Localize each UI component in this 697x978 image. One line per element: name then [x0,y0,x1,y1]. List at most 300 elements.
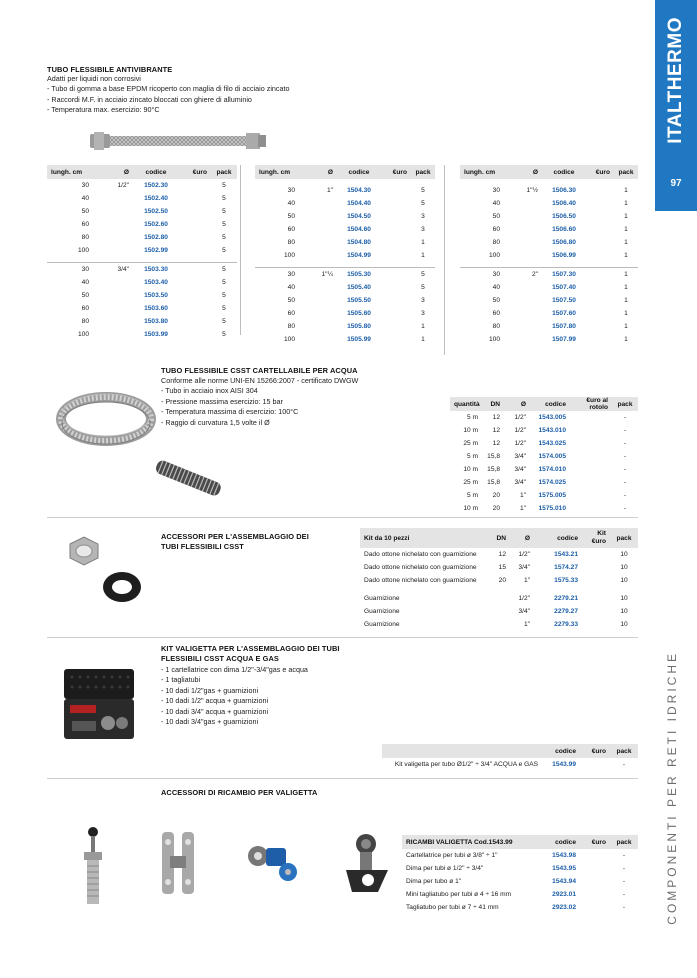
cell-code: 1506.60 [552,226,576,233]
table-row [450,411,638,424]
cell-code: 1502.50 [144,208,168,215]
cell-diameter: 1/2" [518,551,530,558]
cell-description: Mini tagliatubo per tubi ø 4 ÷ 16 mm [406,891,512,898]
cell-length: 40 [492,200,500,207]
section-title-kit-valigetta: KIT VALIGETTA PER L'ASSEMBLAGGIO DEI TUBI FLESSIBILI CSST ACQUA E GAS [161,644,340,663]
cell-pack: - [623,479,627,486]
csst-table [450,397,638,515]
cell-price [586,320,614,333]
csst-coil-image [56,381,156,457]
cell-price [179,276,211,289]
die-image [156,830,200,896]
cell-pack: 3 [421,226,425,233]
col-header-diameter: Ø [510,528,534,548]
cell-price [570,502,612,515]
hose-table-a [47,165,237,341]
cell-code: 2279.21 [554,595,578,602]
cell-pack: 5 [421,200,425,207]
cell-diameter [93,315,133,328]
cell-code: 1504.40 [347,200,371,207]
cell-price [381,320,411,333]
cell-length: 80 [492,323,500,330]
cell-dn: 12 [492,414,500,421]
cell-pack: 1 [624,213,628,220]
section-title-antivibrante: TUBO FLESSIBILE ANTIVIBRANTE [47,65,173,74]
cell-description: Kit valigetta per tubo Ø1/2" ÷ 3/4" ACQUA e GAS [394,761,538,768]
cell-diameter [504,294,542,307]
table-row [402,875,638,888]
cell-code: 1504.50 [347,213,371,220]
cell-description: Dado ottone nichelato con guarnizione [364,577,477,584]
col-header-diameter: Ø [299,165,337,179]
cell-dn: 20 [498,577,506,584]
cell-length: 50 [492,213,500,220]
section-divider [47,517,638,518]
cell-code: 1506.40 [552,200,576,207]
cell-code: 2279.33 [554,621,578,628]
cell-code: 1507.99 [552,336,576,343]
col-header-price: Kit €uro [582,528,610,548]
cell-price [586,249,614,262]
cell-price [582,548,610,561]
cell-price [179,192,211,205]
cell-length: 100 [77,331,89,338]
accessori-table [360,528,638,631]
cell-code: 1502.60 [144,221,168,228]
cell-code: 1543.98 [552,852,576,859]
section-title-csst: TUBO FLESSIBILE CSST CARTELLABILE PER ACQUA [161,366,358,375]
cell-pack: 10 [620,564,628,571]
kit-table [382,744,638,771]
cell-pack: - [622,865,626,872]
cell-code: 1543.21 [554,551,578,558]
cell-price [586,197,614,210]
page-number: 97 [670,178,682,189]
cell-price [381,333,411,346]
table-row [382,758,638,771]
cell-diameter: 1" [519,505,526,512]
cell-length: 40 [492,284,500,291]
table-row [255,333,435,346]
cell-pack: 5 [222,182,226,189]
flaring-tool-image [78,826,108,912]
cell-length: 40 [81,279,89,286]
table-row [47,263,237,277]
cell-pack: 1 [421,323,425,330]
table-row [255,281,435,294]
cell-price [582,574,610,587]
table-row [255,294,435,307]
section-description-kit: - 1 cartellatrice con dima 1/2"-3/4"gas e acqua - 1 tagliatubi - 10 dadi 1/2"gas + guarnizioni - 10 dadi 1/2" acqua + guarnizioni - 10 dadi 3/4" acqua + guarnizioni - 10 dadi 3/4"gas + guarnizioni [161,665,308,727]
table-row [460,197,638,210]
cell-price [586,236,614,249]
cell-diameter: 3/4" [93,263,133,277]
cell-code: 1503.50 [144,292,168,299]
cell-price [570,424,612,437]
cell-pack: 5 [222,292,226,299]
cell-code: 1543.99 [552,761,576,768]
cell-description: Guarnizione [364,608,400,615]
divider [444,165,445,355]
cell-length: 100 [488,336,500,343]
cell-code: 1506.50 [552,213,576,220]
cell-price [381,236,411,249]
cell-diameter: 1/2" [518,595,530,602]
cell-dn [482,618,510,631]
cell-diameter [93,192,133,205]
cell-diameter [504,197,542,210]
cell-code: 1503.30 [133,263,179,277]
cell-pack: 5 [411,268,435,282]
cell-price [586,333,614,346]
cell-description: Dado ottone nichelato con guarnizione [364,551,477,558]
cell-price [580,758,610,771]
cell-price [381,223,411,236]
cell-price [570,463,612,476]
cell-description: Cartellatrice per tubi ø 3/8" ÷ 1" [406,852,498,859]
cell-length: 100 [77,247,89,254]
table-row [255,268,435,282]
cell-description: Dado ottone nichelato con guarnizione [364,564,477,571]
col-header-price: €uro [580,744,610,758]
cell-diameter [93,231,133,244]
section-description-antivibrante: Adatti per liquidi non corrosivi - Tubo di gomma a base EPDM ricoperto con maglia di filo di acciaio zincato - Raccordi M.F. in acciaio zincato bloccati con ghiere di alluminio - Temperatura max. esercizio: 90°C [47,74,290,115]
cell-pack: 5 [222,331,226,338]
cell-quantity: 5 m [467,492,478,499]
cell-price [570,476,612,489]
cell-price [179,315,211,328]
cell-length: 80 [287,239,295,246]
cell-pack: 1 [624,200,628,207]
col-header-pack: pack [610,835,638,849]
cell-dn: 20 [492,505,500,512]
col-header-diameter: Ø [504,397,530,411]
cell-price [586,223,614,236]
cell-pack: 5 [222,221,226,228]
cell-code: 1506.99 [552,252,576,259]
cell-pack: 10 [620,551,628,558]
cell-price [179,289,211,302]
table-row [255,223,435,236]
cell-pack: 1 [624,239,628,246]
cell-pack: 1 [421,252,425,259]
col-header-description [382,744,542,758]
cell-price [381,307,411,320]
col-header-pack: pack [610,744,638,758]
table-row [255,236,435,249]
cell-price [179,218,211,231]
col-header-code: codice [133,165,179,179]
cell-description: Guarnizione [364,621,400,628]
cell-diameter: 3/4" [514,466,526,473]
col-header-code: codice [337,165,381,179]
cell-diameter [299,281,337,294]
table-row [47,276,237,289]
cell-code: 1503.99 [144,331,168,338]
table-row [360,605,638,618]
table-row [255,197,435,210]
cell-dn: 12 [492,427,500,434]
mini-pipe-cutter-image [244,838,302,884]
cell-length: 50 [81,208,89,215]
cell-diameter: 1" [523,577,530,584]
cell-pack: 1 [421,336,425,343]
cell-price [570,411,612,424]
cell-code: 1503.40 [144,279,168,286]
cell-price [586,268,614,282]
cell-code: 1543.010 [538,427,566,434]
cell-code: 1507.50 [552,297,576,304]
cell-code: 1505.40 [347,284,371,291]
col-header-dn: DN [482,397,504,411]
cell-length: 100 [488,252,500,259]
brass-nut-image [64,534,104,568]
cell-pack: 1 [624,284,628,291]
cell-pack: 1 [624,297,628,304]
cell-length: 30 [460,268,504,282]
cell-diameter: 1/2" [514,440,526,447]
cell-price [570,437,612,450]
cell-diameter: 1" [326,187,333,194]
cell-dn [482,592,510,605]
cell-length: 60 [81,305,89,312]
cell-diameter: 1/2" [514,427,526,434]
cell-dn [482,605,510,618]
cell-pack: - [623,505,627,512]
cell-quantity: 10 m [463,427,478,434]
table-row [460,236,638,249]
cell-diameter [299,294,337,307]
cell-length: 50 [492,297,500,304]
cell-length: 50 [287,297,295,304]
cell-price [580,888,610,901]
cell-pack: 5 [222,195,226,202]
cell-description: Dima per tubi ø 1/2" ÷ 3/4" [406,865,484,872]
cell-dn: 15,8 [487,479,500,486]
cell-diameter [299,236,337,249]
cell-price [381,281,411,294]
cell-pack: - [622,891,626,898]
cell-code: 1574.010 [538,466,566,473]
cell-code: 1503.80 [144,318,168,325]
cell-code: 2923.02 [552,904,576,911]
col-header-length: lungh. cm [255,165,299,179]
cell-price [381,184,411,197]
cell-pack: 10 [620,621,628,628]
table-row [360,548,638,561]
cell-code: 1506.30 [552,187,576,194]
cell-pack: 1 [421,239,425,246]
cell-price [179,244,211,257]
cell-pack: - [623,492,627,499]
cell-length: 80 [492,239,500,246]
cell-diameter [93,244,133,257]
cell-dn: 12 [492,440,500,447]
cell-price [582,561,610,574]
cell-diameter [504,281,542,294]
col-header-code: codice [534,528,582,548]
cell-length: 60 [287,310,295,317]
table-row [47,192,237,205]
cell-pack: 1 [624,323,628,330]
hose-table-b [255,165,435,346]
cell-pack: 5 [222,208,226,215]
cell-pack: 5 [222,247,226,254]
cell-pack: - [622,878,626,885]
cell-price [586,184,614,197]
cell-diameter [299,197,337,210]
section-vertical-label: COMPONENTI PER RETI IDRICHE [665,651,679,925]
col-header-code: codice [538,835,580,849]
col-header-ricambi: RICAMBI VALIGETTA Cod.1543.99 [402,835,538,849]
cell-code: 1507.30 [542,268,586,282]
cell-pack: 5 [222,234,226,241]
table-row [450,476,638,489]
cell-pack: 3 [421,297,425,304]
cell-description: Dima per tubo ø 1" [406,878,462,885]
cell-code: 1574.025 [538,479,566,486]
cell-code: 1575.005 [538,492,566,499]
ricambi-table [402,835,638,914]
cell-quantity: 5 m [467,414,478,421]
cell-pack: 1 [624,187,628,194]
cell-pack: 10 [620,577,628,584]
cell-length: 60 [81,221,89,228]
cell-code: 1507.80 [552,323,576,330]
cell-pack: 5 [211,263,237,277]
table-row [47,315,237,328]
cell-pack: 10 [620,595,628,602]
table-row [460,223,638,236]
cell-length: 60 [492,226,500,233]
table-row [450,450,638,463]
cell-length: 40 [287,200,295,207]
table-row [402,862,638,875]
cell-pack: 10 [620,608,628,615]
table-row [450,424,638,437]
cell-diameter: 1/2" [514,414,526,421]
table-row [47,231,237,244]
cell-diameter: 3/4" [514,453,526,460]
corrugated-tube-image [152,455,224,503]
table-row [402,888,638,901]
brand-logo: ITALTHERMO [665,16,686,144]
cell-diameter [299,210,337,223]
cell-diameter [504,333,542,346]
cell-diameter [299,249,337,262]
cell-diameter [504,236,542,249]
cell-price [580,875,610,888]
table-row [47,218,237,231]
cell-code: 1504.99 [347,252,371,259]
col-header-diameter: Ø [504,165,542,179]
table-row [460,268,638,282]
cell-diameter: 1" [519,492,526,499]
cell-pack: 1 [624,226,628,233]
section-title-ricambio: ACCESSORI DI RICAMBIO PER VALIGETTA [161,788,318,797]
cell-price [381,210,411,223]
cell-code: 2923.01 [552,891,576,898]
cell-diameter: 1" [523,621,530,628]
cell-code: 1543.025 [538,440,566,447]
col-header-code: codice [542,165,586,179]
cell-code: 1505.50 [347,297,371,304]
cell-pack: 5 [421,284,425,291]
cell-pack: - [623,427,627,434]
table-row [450,489,638,502]
cell-diameter [93,276,133,289]
section-divider [47,637,638,638]
cell-diameter [504,320,542,333]
cell-diameter [93,289,133,302]
cell-length: 50 [287,213,295,220]
cell-length: 40 [287,284,295,291]
cell-code: 1505.80 [347,323,371,330]
cell-code: 1502.30 [144,182,168,189]
cell-price [179,302,211,315]
cell-code: 1505.60 [347,310,371,317]
col-header-code: codice [542,744,580,758]
cell-pack: - [622,904,626,911]
cell-diameter [299,307,337,320]
cell-code: 1502.40 [144,195,168,202]
cell-quantity: 25 m [463,440,478,447]
table-row [360,574,638,587]
cell-dn: 15,8 [487,453,500,460]
col-header-pack: pack [211,165,237,179]
cell-pack: 1 [624,336,628,343]
pipe-cutter-image [330,830,400,900]
gasket-image [100,568,144,606]
cell-price [179,263,211,277]
col-header-dn: DN [482,528,510,548]
cell-pack: 5 [222,305,226,312]
cell-pack: - [623,440,627,447]
cell-price [582,605,610,618]
col-header-diameter: Ø [93,165,133,179]
table-row [460,210,638,223]
col-header-quantity: quantità [450,397,482,411]
table-row [47,302,237,315]
cell-code: 1502.80 [144,234,168,241]
cell-dn: 15 [498,564,506,571]
hose-table-c [460,165,638,346]
section-title-accessori: ACCESSORI PER L'ASSEMBLAGGIO DEI TUBI FLESSIBILI CSST [161,532,309,551]
cell-pack: 1 [614,268,638,282]
table-row [402,849,638,862]
cell-diameter [504,210,542,223]
cell-code: 1504.80 [347,239,371,246]
table-row [255,320,435,333]
cell-code: 1543.95 [552,865,576,872]
cell-code: 1574.005 [538,453,566,460]
toolcase-image [60,665,138,747]
cell-diameter [504,223,542,236]
cell-diameter [93,302,133,315]
cell-diameter: 1"¼ [299,268,337,282]
cell-length: 30 [255,268,299,282]
table-row [47,179,237,192]
cell-diameter [93,328,133,341]
table-row [460,333,638,346]
cell-code: 1543.005 [538,414,566,421]
col-header-price: €uro [586,165,614,179]
section-description-csst: Conforme alle norme UNI-EN 15266:2007 - certificato DWGW - Tubo in acciaio inox AISI 304 - Pressione massima esercizio: 15 bar - Temperatura massima di esercizio: 100°C - Raggio di curvatura 1,5 volte il Ø [161,376,359,427]
table-row [255,184,435,197]
col-header-pack: pack [614,165,638,179]
cell-code: 1543.94 [552,878,576,885]
cell-price [381,268,411,282]
